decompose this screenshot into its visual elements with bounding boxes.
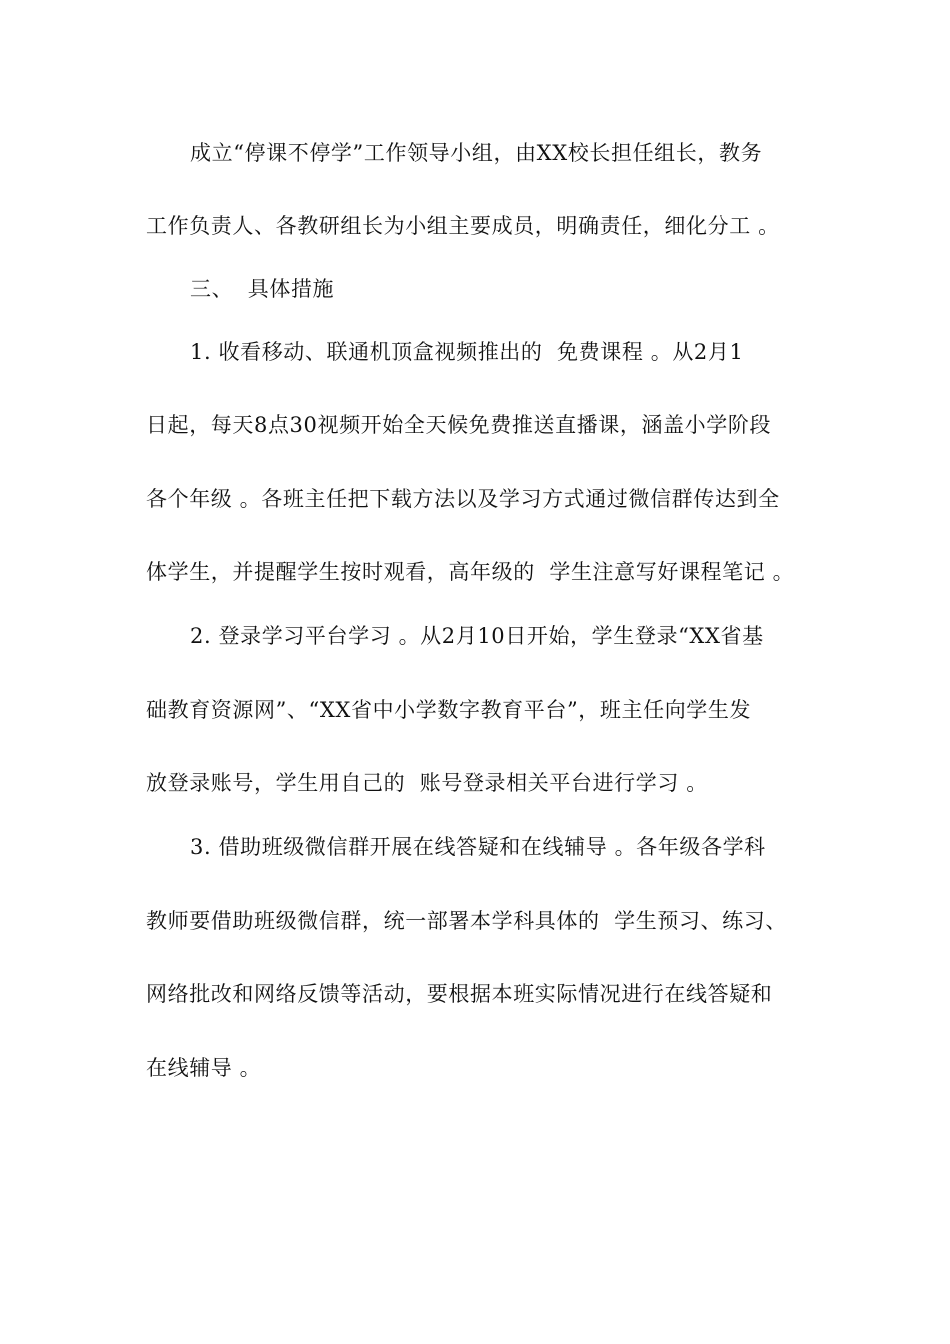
item-2-line-3: 放登录账号，学生用自己的 账号登录相关平台进行学习 。 [146,771,708,795]
item-1-line-1: 1. 收看移动、联通机顶盒视频推出的 免费课程 。从2月1 [190,340,744,364]
item-2-line-1: 2. 登录学习平台学习 。从2月10日开始，学生登录“XX省基 [190,624,764,648]
item-3-line-1: 3. 借助班级微信群开展在线答疑和在线辅导 。各年级各学科 [190,835,766,859]
paragraph-line-1: 成立“停课不停学”工作领导小组，由XX校长担任组长，教务 [190,141,763,165]
item-3-line-3: 网络批改和网络反馈等活动，要根据本班实际情况进行在线答疑和 [146,982,773,1006]
item-1-line-4: 体学生，并提醒学生按时观看，高年级的 学生注意写好课程笔记 。 [146,560,795,584]
item-1-line-2: 日起，每天8点30视频开始全天候免费推送直播课，涵盖小学阶段 [146,413,772,437]
item-3-line-2: 教师要借助班级微信群，统一部署本学科具体的 学生预习、练习、 [146,909,787,933]
item-3-line-4: 在线辅导 。 [146,1056,262,1080]
item-2-line-2: 础教育资源网”、“XX省中小学数字教育平台”，班主任向学生发 [146,698,752,722]
item-1-line-3: 各个年级 。各班主任把下载方法以及学习方式通过微信群传达到全 [146,487,780,511]
paragraph-line-2: 工作负责人、各教研组长为小组主要成员，明确责任，细化分工 。 [146,214,780,238]
section-heading: 三、 具体措施 [190,277,335,301]
